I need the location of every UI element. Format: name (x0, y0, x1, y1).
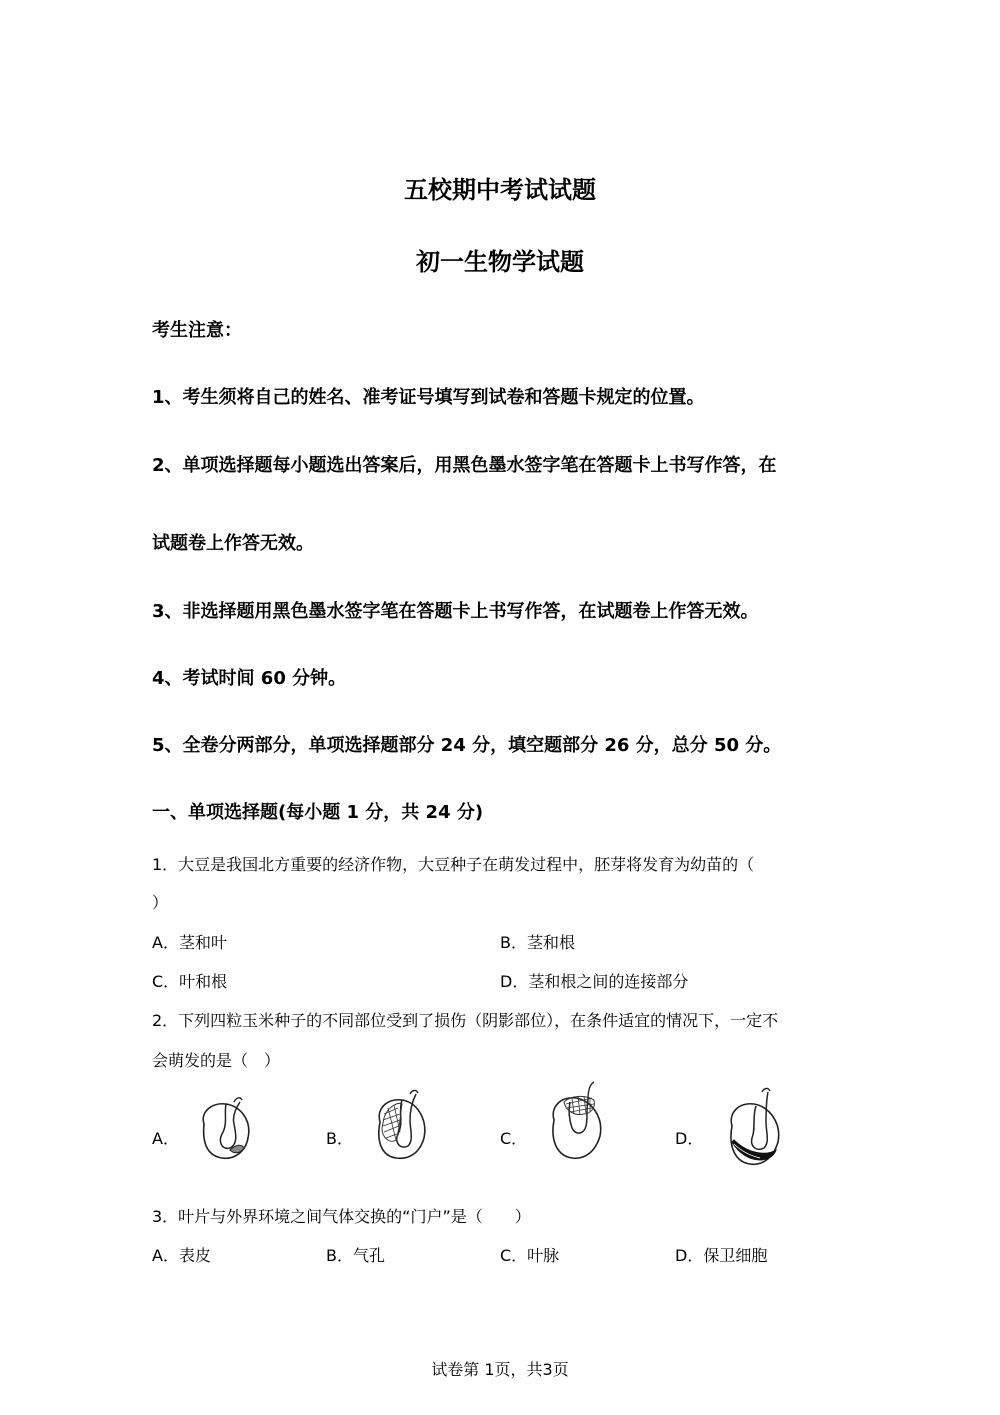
question-1-option-d: D．茎和根之间的连接部分 (500, 972, 689, 991)
question-1-option-c: C．叶和根 (152, 972, 228, 991)
question-2-stem: 2．下列四粒玉米种子的不同部位受到了损伤（阴影部位），在条件适宜的情况下，一定不 (152, 1011, 779, 1030)
exam-title: 五校期中考试试题 (404, 176, 596, 204)
section-heading: 一、单项选择题(每小题 1 分，共 24 分) (152, 802, 484, 823)
exam-subtitle: 初一生物学试题 (416, 248, 584, 276)
question-2-option-d: D． (675, 1129, 704, 1148)
question-3-option-a: A．表皮 (152, 1246, 211, 1265)
question-3-stem: 3．叶片与外界环境之间气体交换的“门户”是（ ） (152, 1207, 531, 1226)
question-1-option-b: B．茎和根 (500, 933, 575, 952)
corn-seed-d-image (722, 1086, 788, 1170)
question-1-option-a: A．茎和叶 (152, 933, 227, 952)
corn-seed-b-image (370, 1088, 432, 1164)
corn-seed-a-image (196, 1094, 258, 1164)
question-3-option-b: B．气孔 (326, 1246, 385, 1265)
notice-item-2-cont: 试题卷上作答无效。 (152, 533, 314, 554)
notice-item-1: 1、考生须将自己的姓名、准考证号填写到试卷和答题卡规定的位置。 (152, 387, 705, 408)
notice-item-4: 4、考试时间 60 分钟。 (152, 668, 347, 689)
notice-item-3: 3、非选择题用黑色墨水签字笔在答题卡上书写作答，在试题卷上作答无效。 (152, 601, 759, 622)
question-2-option-b: B． (326, 1129, 353, 1148)
question-1-stem: 1．大豆是我国北方重要的经济作物，大豆种子在萌发过程中，胚芽将发育为幼苗的（ (152, 855, 755, 874)
question-2-stem-cont: 会萌发的是（ ） (152, 1051, 281, 1070)
question-1-stem-cont: ） (152, 893, 169, 912)
notice-item-2: 2、单项选择题每小题选出答案后，用黑色墨水签字笔在答题卡上书写作答，在 (152, 455, 777, 476)
question-2-option-a: A． (152, 1129, 179, 1148)
page-footer: 试卷第 1页，共3页 (431, 1360, 569, 1379)
notice-heading: 考生注意： (152, 320, 242, 341)
notice-item-5: 5、全卷分两部分，单项选择题部分 24 分，填空题部分 26 分，总分 50 分。 (152, 735, 782, 756)
question-2-option-c: C． (500, 1129, 528, 1148)
question-3-option-c: C．叶脉 (500, 1246, 560, 1265)
question-3-option-d: D．保卫细胞 (675, 1246, 768, 1265)
corn-seed-c-image (544, 1080, 610, 1164)
